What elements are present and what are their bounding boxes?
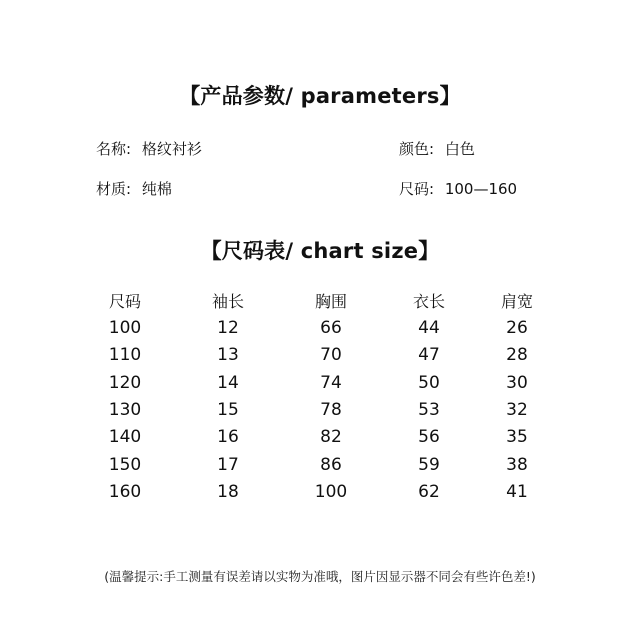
- param-name: [96, 138, 202, 159]
- cell-sleeve-length: 14: [217, 372, 239, 393]
- header-size: 尺码: [108, 292, 142, 311]
- size-chart-title: 【尺码表/ chart size】: [200, 239, 440, 263]
- cell-sleeve-length: 12: [217, 318, 239, 338]
- cell-chest: 74: [320, 372, 342, 393]
- cell-garment-length: 53: [418, 399, 440, 420]
- cell-size: 120: [108, 372, 142, 393]
- cell-chest: 78: [320, 399, 342, 420]
- cell-shoulder-width: 41: [506, 481, 528, 502]
- header-shoulder-width: 肩宽: [500, 292, 534, 311]
- param-size-label: 尺码:: [399, 180, 435, 198]
- cell-chest: 86: [320, 454, 342, 475]
- parameters-title: 【产品参数/ parameters】: [179, 84, 461, 108]
- cell-size: 140: [108, 427, 142, 448]
- cell-sleeve-length: 13: [217, 345, 239, 366]
- cell-garment-length: 47: [418, 345, 440, 366]
- cell-garment-length: 59: [418, 454, 440, 475]
- cell-garment-length: 56: [418, 427, 440, 448]
- cell-chest: 66: [320, 318, 342, 338]
- cell-size: 110: [108, 345, 142, 366]
- param-material-value: 纯棉: [141, 180, 172, 198]
- param-material: [96, 178, 172, 199]
- param-color-value: 白色: [444, 140, 475, 158]
- header-sleeve-length: 袖长: [211, 292, 245, 311]
- cell-size: 150: [108, 454, 142, 475]
- cell-shoulder-width: 38: [506, 454, 528, 475]
- param-color: [399, 138, 475, 159]
- cell-size: 130: [108, 399, 142, 420]
- cell-chest: 70: [320, 345, 342, 366]
- cell-shoulder-width: 28: [506, 345, 528, 366]
- cell-sleeve-length: 17: [217, 454, 239, 475]
- cell-chest: 100: [314, 481, 348, 502]
- param-size: [399, 178, 517, 199]
- cell-garment-length: 44: [418, 318, 440, 338]
- cell-chest: 82: [320, 427, 342, 448]
- cell-sleeve-length: 16: [217, 427, 239, 448]
- disclaimer-note: (温馨提示:手工测量有误差请以实物为准哦，图片因显示器不同会有些许色差!): [104, 569, 536, 584]
- param-color-label: 颜色:: [399, 140, 435, 158]
- param-size-value: 100—160: [444, 180, 518, 198]
- param-name-value: 格纹衬衫: [141, 140, 202, 158]
- header-chest: 胸围: [314, 292, 348, 311]
- cell-sleeve-length: 15: [217, 399, 239, 420]
- cell-sleeve-length: 18: [217, 481, 239, 502]
- cell-garment-length: 62: [418, 481, 440, 502]
- param-name-label: 名称:: [96, 140, 132, 158]
- cell-shoulder-width: 26: [506, 318, 528, 338]
- cell-shoulder-width: 30: [506, 372, 528, 393]
- cell-size: 100: [108, 318, 142, 338]
- header-garment-length: 衣长: [412, 292, 446, 311]
- cell-shoulder-width: 32: [506, 399, 528, 420]
- cell-garment-length: 50: [418, 372, 440, 393]
- cell-shoulder-width: 35: [506, 427, 528, 448]
- param-material-label: 材质:: [96, 180, 132, 198]
- cell-size: 160: [108, 481, 142, 502]
